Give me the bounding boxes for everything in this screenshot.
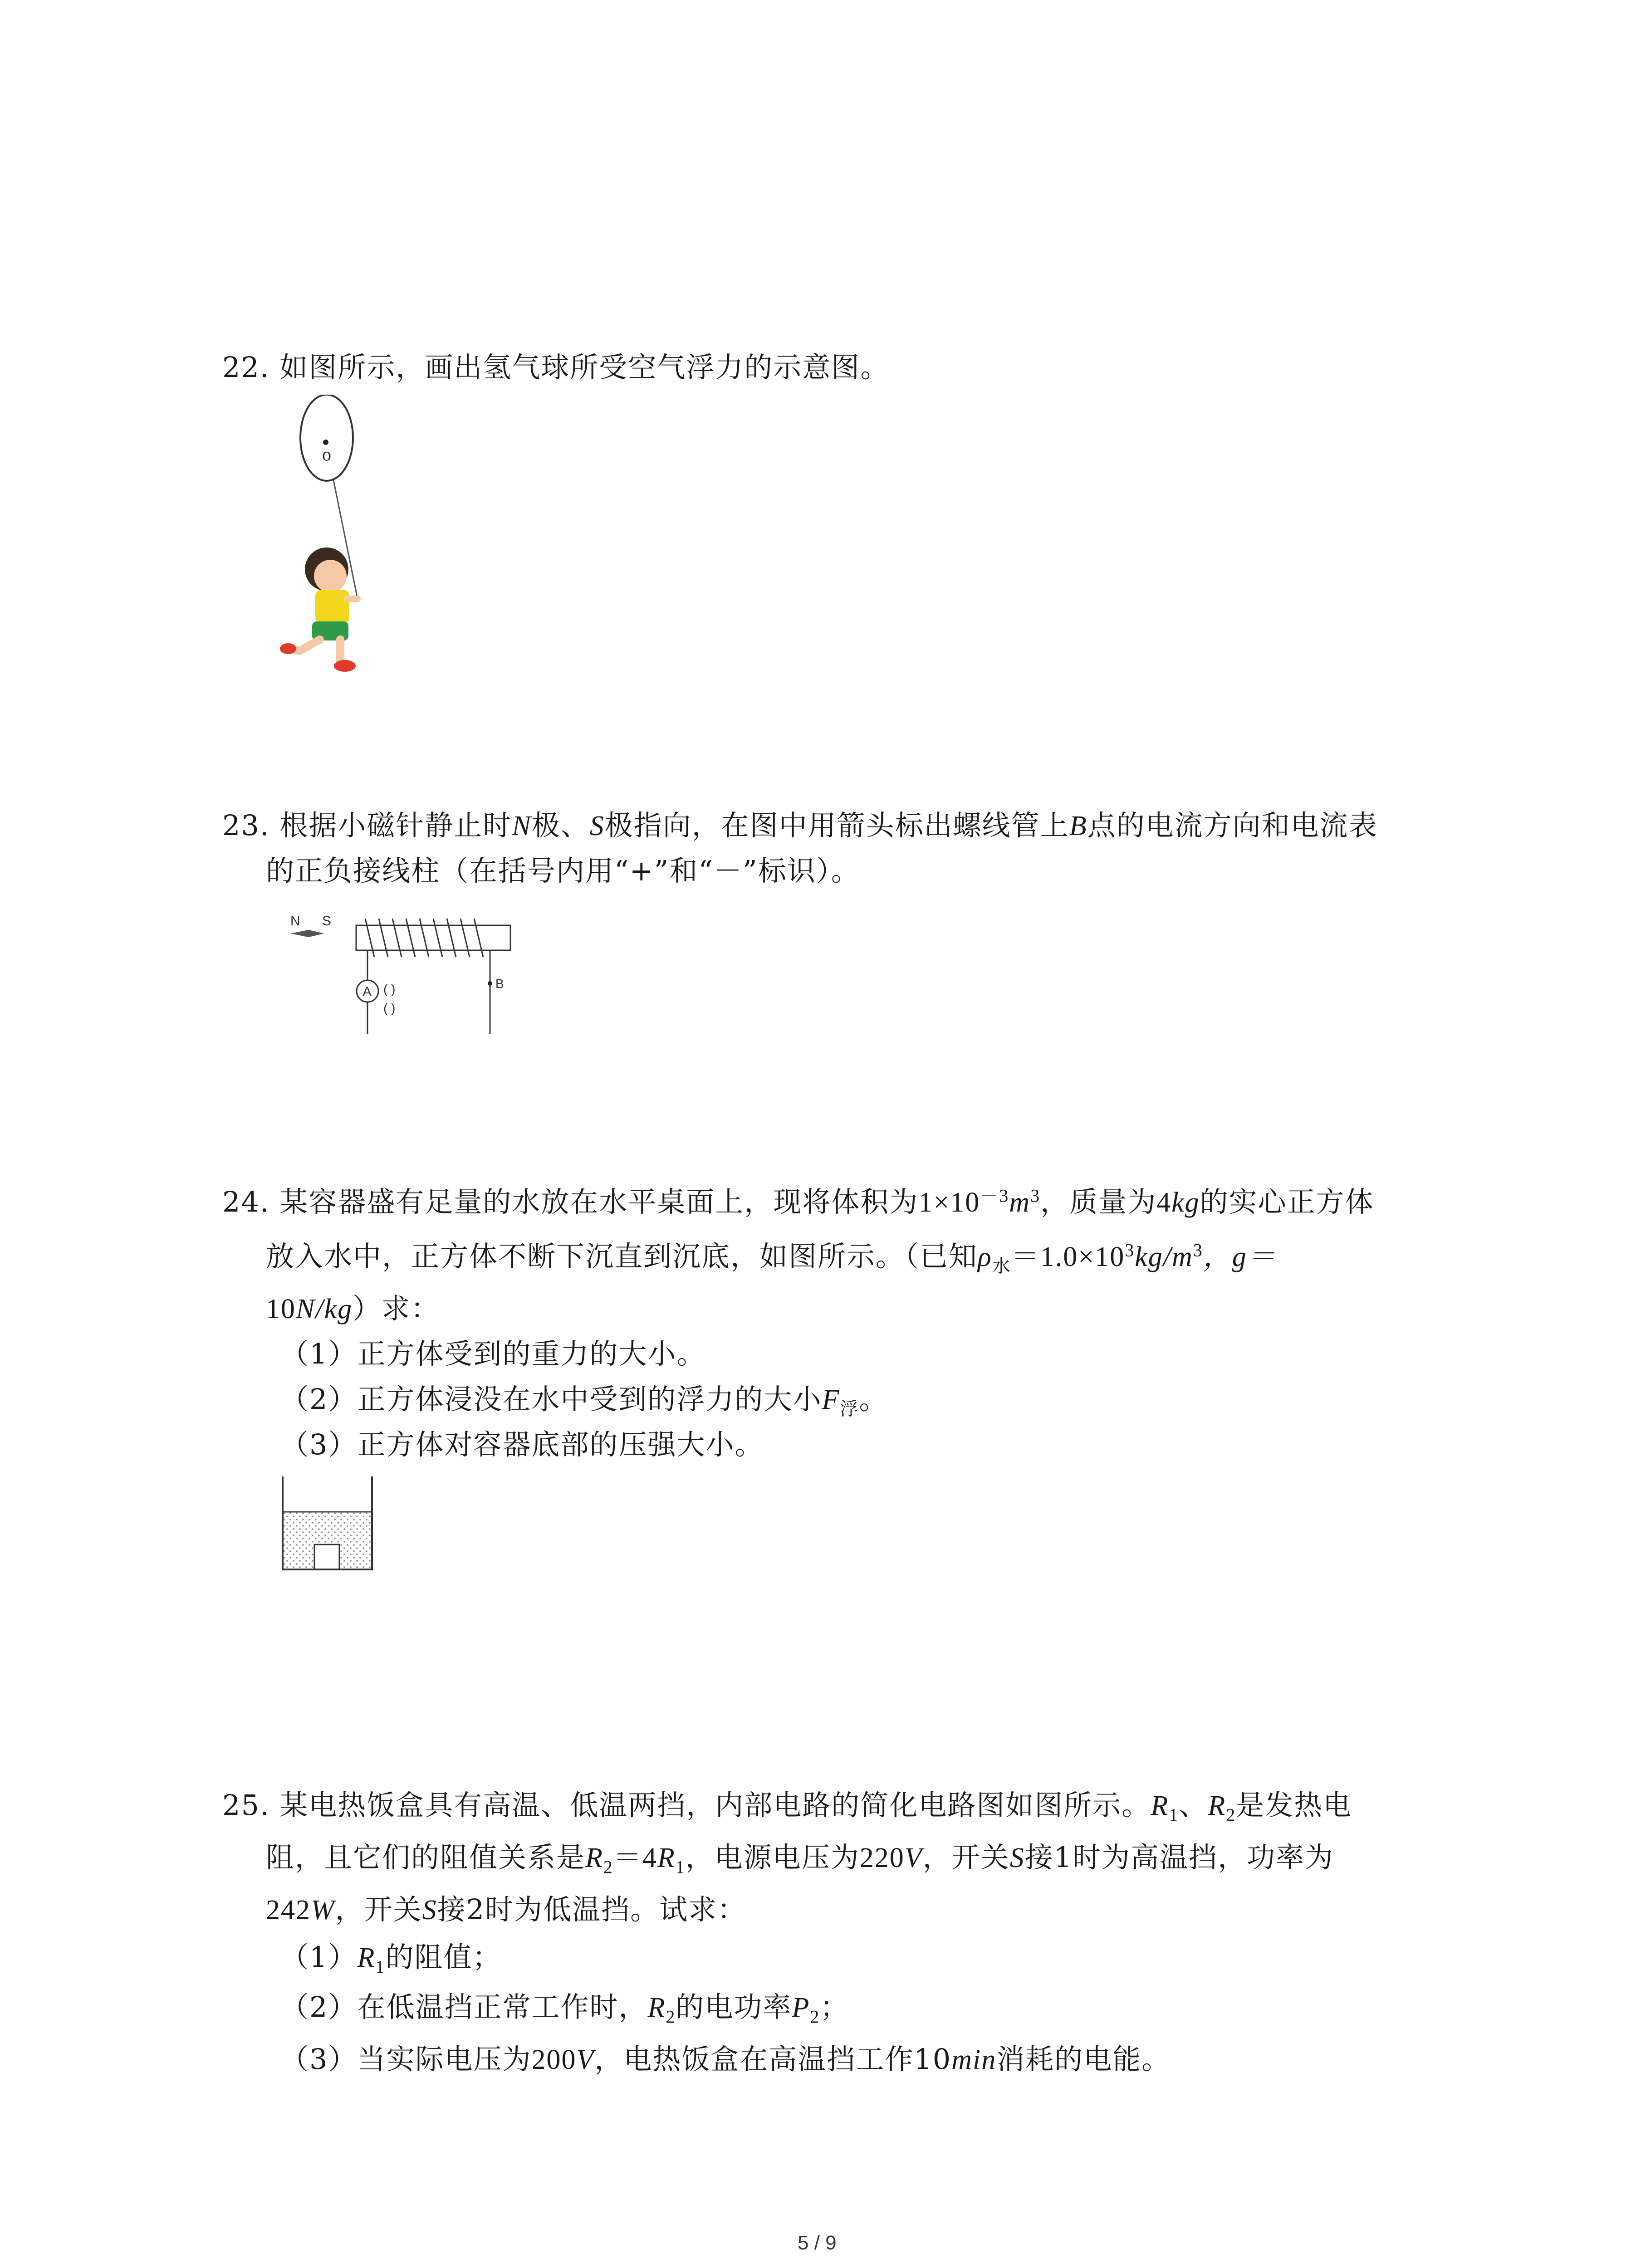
q22-line1: 22. 如图所示，画出氢气球所受空气浮力的示意图。 (222, 351, 890, 384)
q24-l1-a: 24. 某容器盛有足量的水放在水平桌面上，现将体积为 (222, 1185, 919, 1218)
q24-l1-m: m (1009, 1187, 1031, 1218)
q25-sub1 (280, 1939, 501, 1976)
q23-l1-b: 极、 (531, 809, 590, 842)
q23-line2 (266, 853, 860, 889)
q24-l2-eq: ＝1.0×10 (1011, 1242, 1125, 1272)
q24-l3-a: 10 (266, 1294, 296, 1325)
q25-line2 (266, 1839, 1334, 1876)
solenoid-core (356, 925, 510, 950)
q25-sub3-v: 200 (531, 2044, 577, 2075)
q23-l1-c: 极指向，在图中用箭头标出螺线管上 (604, 809, 1069, 842)
q24-l2-rho-sub: 水 (992, 1256, 1011, 1277)
q25-l2-R1s: 1 (675, 1857, 686, 1877)
q25-l2-eq: ＝4 (613, 1843, 657, 1873)
q25-line3 (266, 1892, 746, 1928)
child-shoe-back (280, 643, 296, 654)
q24-l1-4: 4 (1156, 1187, 1172, 1218)
q25-sub1-Rs: 1 (375, 1956, 386, 1977)
q24-l2-rho: ρ (978, 1242, 992, 1272)
q23-line1 (222, 807, 1378, 844)
q24-sub1 (280, 1336, 705, 1372)
q25-l2-V: V (904, 1843, 923, 1873)
q25-line1 (222, 1787, 1352, 1824)
q24-sub2-sub: 浮 (840, 1398, 859, 1420)
q25-sub2-Ps: 2 (810, 2006, 820, 2027)
q25-l1-R2: R (1208, 1790, 1226, 1821)
q24-sub3 (280, 1427, 764, 1463)
q25-l2-d: 接1时为高温挡，功率为 (1024, 1841, 1334, 1874)
ammeter-label: A (362, 984, 372, 999)
q25-l1-R1s: 1 (1169, 1804, 1179, 1825)
q24-sub1-text: （1）正方体受到的重力的大小。 (280, 1337, 706, 1370)
q25-l1-a: 25. 某电热饭盒具有高温、低温两挡，内部电路的简化电路图如图所示。 (222, 1789, 1151, 1822)
q24-line1 (222, 1184, 1374, 1221)
q25-l1-sep: 、 (1179, 1789, 1208, 1822)
q24-l1-kg: kg (1171, 1187, 1200, 1218)
q24-l2-unit: kg/m (1135, 1242, 1193, 1272)
q25-sub2 (280, 1989, 849, 2026)
q24-sub2-b: 。 (859, 1383, 888, 1416)
q24-line3 (266, 1290, 440, 1327)
q24-l1-b: ，质量为 (1040, 1185, 1157, 1218)
q24-l1-num: 1×10 (918, 1187, 980, 1218)
q25-l2-R2s: 2 (603, 1857, 613, 1877)
q24-sub2-a: （2）正方体浸没在水中受到的浮力的大小 (280, 1383, 822, 1416)
cube (314, 1545, 339, 1569)
child-shirt (315, 590, 349, 624)
q25-l3-S: S (422, 1895, 437, 1926)
q23-l2: 的正负接线柱（在括号内用“+”和“－”标识）。 (266, 854, 860, 887)
point-B-label: B (495, 977, 504, 991)
needle-N-label: N (290, 914, 300, 929)
balloon-outline (300, 395, 353, 481)
q25-sub1-a: （1） (280, 1941, 358, 1974)
q24-l1-exp: －3 (980, 1185, 1009, 1206)
q23-l1-d: 点的电流方向和电流表 (1087, 809, 1378, 842)
q25-l2-a: 阻，且它们的阻值关系是 (266, 1841, 586, 1874)
q24-l2-g: ，g＝ (1203, 1242, 1276, 1272)
needle-S-label: S (322, 914, 332, 929)
point-B-dot (488, 981, 492, 986)
child-shoe-front (334, 660, 356, 672)
q25-l3-W: W (311, 1895, 335, 1926)
q24-sub3-text: （3）正方体对容器底部的压强大小。 (280, 1428, 764, 1461)
q23-l1-S: S (589, 811, 605, 841)
q25-sub2-R: R (647, 1992, 666, 2023)
q25-l3-b: ，开关 (335, 1893, 422, 1926)
balloon-label: o (322, 444, 331, 464)
balloon-child-figure (272, 395, 390, 676)
container-cube-figure (279, 1476, 377, 1574)
q25-sub3-c: 消耗的电能。 (996, 2043, 1171, 2076)
q25-l3-a: 242 (266, 1895, 311, 1926)
q22-text (222, 349, 889, 386)
q24-sub2 (280, 1381, 888, 1418)
q25-sub1-R: R (357, 1942, 376, 1973)
q24-l2-exp: 3 (1125, 1240, 1135, 1261)
q25-l2-S: S (1009, 1843, 1025, 1873)
page-number: 5 / 9 (798, 2232, 837, 2254)
q25-sub2-Rs: 2 (666, 2006, 676, 2027)
q25-l3-c: 接2时为低温挡。试求： (437, 1893, 747, 1926)
q24-l2-a: 放入水中，正方体不断下沉直到沉底，如图所示。（已知 (266, 1240, 978, 1273)
q24-line2 (266, 1238, 1276, 1275)
q25-l1-b: 是发热电 (1236, 1789, 1352, 1822)
q25-sub2-P: P (792, 1992, 810, 2023)
child-face (314, 560, 347, 592)
q25-l1-R1: R (1151, 1790, 1169, 1821)
q24-l2-unit-exp: 3 (1193, 1240, 1203, 1261)
q23-l1-B: B (1069, 811, 1087, 841)
q25-l2-v: 220 (859, 1843, 905, 1873)
q25-sub3-V: V (576, 2044, 595, 2075)
q24-l3-unit: N/kg (296, 1294, 353, 1325)
q25-l1-R2s: 2 (1226, 1804, 1236, 1825)
q25-l2-R1: R (657, 1843, 676, 1873)
q24-l1-m3: 3 (1030, 1185, 1041, 1206)
q25-sub2-c: ； (820, 1990, 849, 2024)
q25-l2-c: ，开关 (922, 1841, 1010, 1874)
q25-sub2-a: （2）在低温挡正常工作时， (280, 1990, 648, 2024)
q25-l2-b: ，电源电压为 (685, 1841, 860, 1874)
q24-sub2-F: F (822, 1384, 840, 1415)
q24-l3-b: ）求： (353, 1292, 440, 1325)
q23-l1-N: N (512, 811, 532, 841)
q25-l2-R2: R (585, 1843, 603, 1873)
q23-l1-a: 23. 根据小磁针静止时 (222, 809, 512, 842)
q25-sub3-b: ，电热饭盒在高温挡工作10 (594, 2043, 952, 2076)
q24-l1-c: 的实心正方体 (1200, 1185, 1374, 1218)
magnetic-needle (290, 930, 324, 937)
solenoid-circuit-figure (281, 907, 535, 1034)
q25-sub2-b: 的电功率 (676, 1990, 792, 2024)
q25-sub3 (280, 2041, 1171, 2078)
bracket-upper: ( ) (383, 982, 396, 996)
q25-sub1-b: 的阻值； (385, 1941, 502, 1974)
bracket-lower: ( ) (383, 1001, 396, 1015)
q25-sub3-min: min (951, 2044, 997, 2075)
solenoid-coil (365, 919, 483, 957)
q25-sub3-a: （3）当实际电压为 (280, 2043, 532, 2076)
